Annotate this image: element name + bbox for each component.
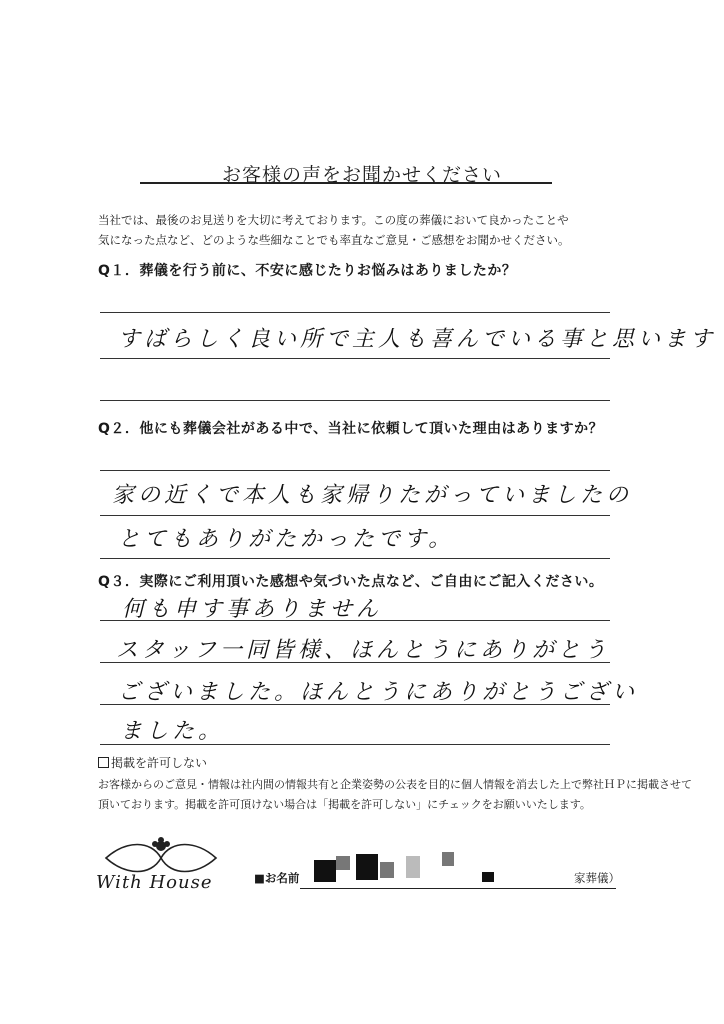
handwritten-answer-3: ございました。ほんとうにありがとうござい [118,680,639,705]
intro-line: 気になった点など、どのような些細なことでも率直なご意見・ご感想をお聞かせください。 [98,233,570,247]
publish-checkbox[interactable] [98,757,109,768]
handwritten-answer-2: 家の近くで本人も家帰りたがっていましたの [112,483,633,508]
answer-line [100,400,610,401]
name-underline [300,888,616,889]
publish-checkbox-label: 掲載を許可しない [111,756,208,770]
handwritten-answer-3: スタッフ一同皆様、ほんとうにありがとう [116,638,611,663]
answer-line [100,470,610,471]
handwritten-answer-3: 何も申す事ありません [122,597,383,622]
answer-line [100,558,610,559]
logo-flower-icon [96,836,226,876]
question-2: Q２．他にも葬儀会社がある中で、当社に依頼して頂いた理由はありますか？ [98,421,604,437]
name-redacted [310,846,570,886]
question-1: Q１．葬儀を行う前に、不安に感じたりお悩みはありましたか？ [98,263,517,279]
title-underline [140,182,552,184]
handwritten-answer-2: とてもありがたかったです。 [118,527,455,552]
company-logo [96,836,226,896]
name-label: ■お名前 [254,871,300,885]
logo-text: With House [96,872,213,893]
publish-permission[interactable] [98,753,207,773]
intro-text [98,210,658,250]
answer-line [100,358,610,359]
name-suffix: 家葬儀） [574,871,620,885]
privacy-notice [98,775,692,815]
intro-line: 当社では、最後のお見送りを大切に考えております。この度の葬儀において良かったことや [98,213,569,227]
form-title: お客様の声をお聞かせください [221,164,502,186]
notice-line: 頂いております。掲載を許可頂けない場合は「掲載を許可しない」にチェックをお願いいたします。 [98,798,591,811]
question-3: Q３．実際にご利用頂いた感想や気づいた点など、ご自由にご記入ください。 [98,574,604,590]
answer-line [100,515,610,516]
handwritten-answer-3: ました。 [120,719,225,744]
handwritten-answer-1: すばらしく良い所で主人も喜んでいる事と思います [118,327,717,352]
answer-line [100,312,610,313]
notice-line: お客様からのご意見・情報は社内間の情報共有と企業姿勢の公表を目的に個人情報を消去した上で弊社ＨＰに掲載させて [98,778,692,791]
